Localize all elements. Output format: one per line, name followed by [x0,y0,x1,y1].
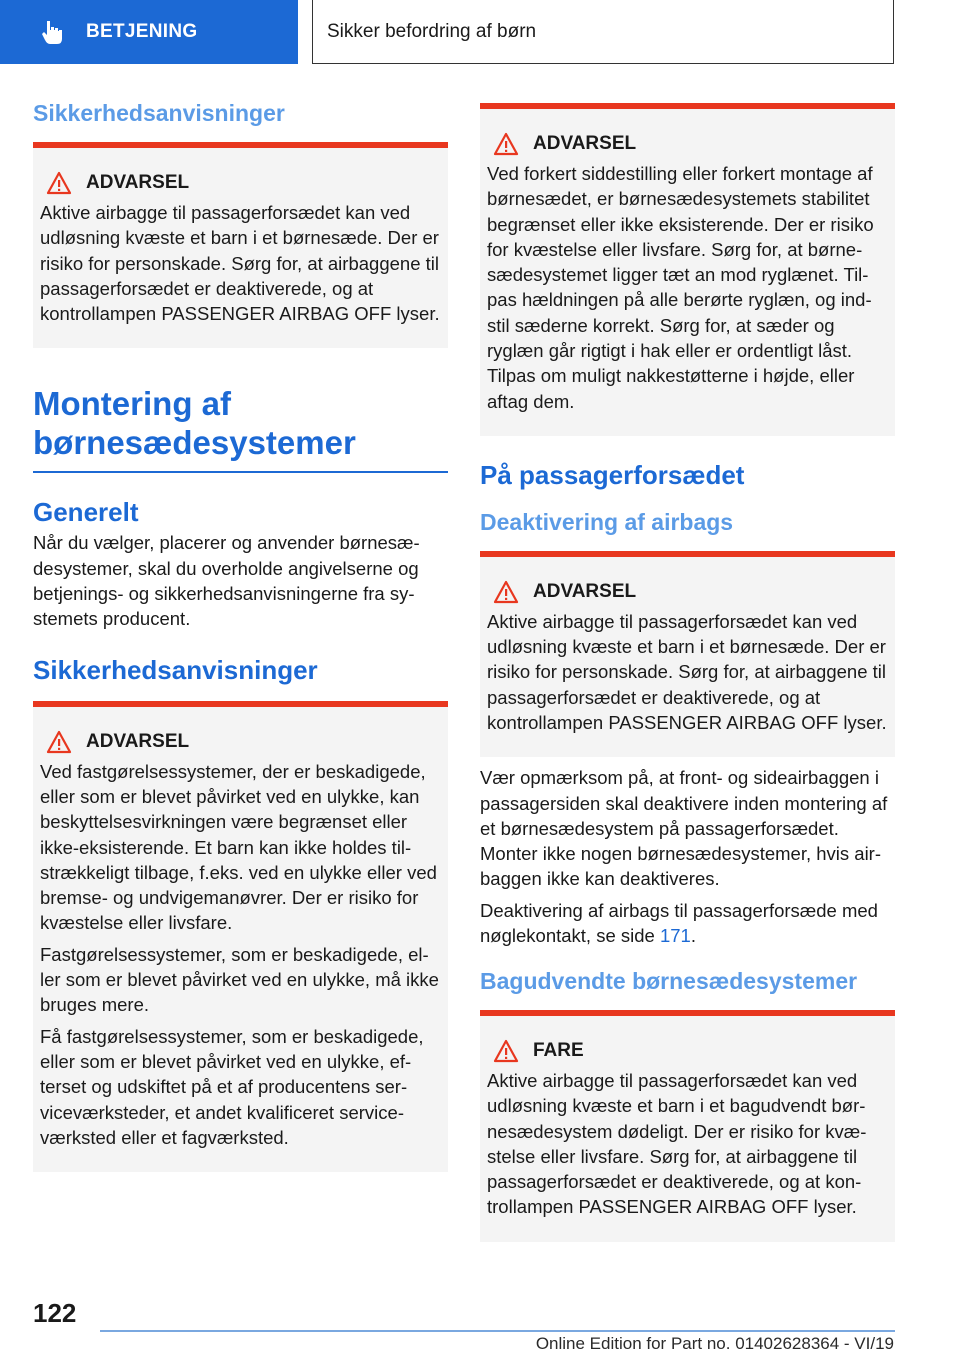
page-number: 122 [33,1298,77,1328]
warning-title-row [40,729,441,755]
chapter-title-line2: børnesædesystemer [33,423,356,461]
section-tab[interactable] [0,0,298,64]
warning-title: ADVARSEL [86,730,190,752]
rearward-seats-heading: Bagudvendte børnesædesystemer [480,968,858,995]
left-column [33,100,448,1172]
warning-text: Ved fastgørelsessystemer, der er beskadigede, eller som er blevet påvirket ved en ulykke, kan beskyttelsesvirkningen være begrænset eller ikke-eksisterende. Et barn kan ikke holdes tilstrækkeligt tilbage, f.eks. ved en ulykke eller ved bremse- og undvigemanøvrer. Der er risiko for kvæstelse eller livsfare. [40,760,437,934]
breadcrumb-text: Sikker befordring af børn [327,20,537,42]
danger-title-row [487,1038,888,1064]
deactivation-heading: Deaktivering af airbags [480,509,734,536]
warning-box [480,103,895,436]
warning-title: ADVARSEL [533,580,637,602]
deactivation-note: Vær opmærksom på, at front- og sideairbaggen i passagersiden skal deaktivere inden montering af et børnesædesystem på passagerforsædet. Monter ikke nogen børnesædesystemer, hvis airbaggen ikke kan deaktiveres. [480,767,888,890]
danger-box [480,1010,895,1242]
warning-title: ADVARSEL [86,172,190,193]
safety-heading: Sikkerhedsanvisninger [33,100,285,126]
warning-triangle-icon [46,171,72,195]
warning-box [480,551,895,757]
warning-text: Fastgørelsessystemer, som er beskadigede, eller som er blevet påvirket ved en ulykke, må ikke bruges mere. [40,943,439,1016]
warning-triangle-icon [46,730,72,754]
reference-text: Deaktivering af airbags til passagerforsæde med nøglekontakt, se side [480,899,878,947]
danger-title: FARE [533,1039,584,1061]
general-text: Når du vælger, placerer og anvender børnesædesystemer, skal du overholde angivelserne og betjenings- og sikkerhedsanvisningerne fra systemets producent. [33,532,420,630]
footer-divider [100,1330,895,1332]
breadcrumb [312,0,894,64]
section-label: BETJENING [86,21,198,42]
warning-box [33,701,448,1172]
edition-footer: Online Edition for Part no. 01402628364 - VI/19 [535,1334,894,1353]
warning-text: Aktive airbagge til passagerforsædet kan ved udløsning kvæste et barn i et børnesæde. Der er risiko for personskade. Sørg for, at airbaggene til passagerforsædet er deaktiverede, og at kontrollampen PASSENGER AIRBAG OFF lyser. [40,202,440,325]
warning-triangle-icon [493,580,519,604]
warning-text: Ved forkert siddestilling eller forkert montage af børnesædet, er børnesædesystemets stabilitet begrænset eller ikke eksisterende. Der er risiko for kvæstelse eller livsfare. Sørg for, at børnesædesystemet ligger tæt an mod ryglænet. Tilpas hældningen på alle berørte ryglæn, og indstil sæderne korrekt. Sørg for, at sæder og ryglæn går rigtigt i hak eller er ordentligt låst. Tilpas om muligt nakkestøtterne i højde, eller aftag dem. [487,163,874,412]
right-column [480,103,895,1242]
warning-title: ADVARSEL [533,133,637,154]
warning-box [33,142,448,348]
reference-suffix: . [690,925,696,947]
deactivation-reference [480,898,895,949]
general-heading: Generelt [33,497,139,528]
warning-text: Aktive airbagge til passagerforsædet kan ved udløsning kvæste et barn i et børnesæde. Der er risiko for personskade. Sørg for, at airbaggene til passagerforsædet er deaktiverede, og at kontrollampen PASSENGER AIRBAG OFF lyser. [487,610,887,733]
warning-title-row [487,131,888,157]
passenger-seat-heading: På passagerforsædet [480,459,745,490]
danger-text: Aktive airbagge til passagerforsædet kan ved udløsning kvæste et barn i et bagudvendt børnesædesystem dødeligt. Der er risiko for kvæstelse eller livsfare. Sørg for, at airbaggene til passagerforsædet er deaktiverede, og at kontrollampen PASSENGER AIRBAG OFF lyser. [487,1069,867,1218]
warning-title-row [40,170,441,196]
warning-triangle-icon [493,132,519,156]
safety-heading-2: Sikkerhedsanvisninger [33,655,318,686]
page-reference-link[interactable]: 171 [659,925,691,947]
hand-pointer-icon [40,19,64,45]
chapter-title-line1: Montering af [33,385,231,423]
warning-title-row [487,579,888,605]
warning-text: Få fastgørelsessystemer, som er beskadigede, eller som er blevet påvirket ved en ulykke, efterset og udskiftet på et af producentens serviceværksteder, et andet kvalificeret serviceværksted eller et fagværksted. [40,1025,424,1148]
warning-triangle-icon [493,1039,519,1063]
